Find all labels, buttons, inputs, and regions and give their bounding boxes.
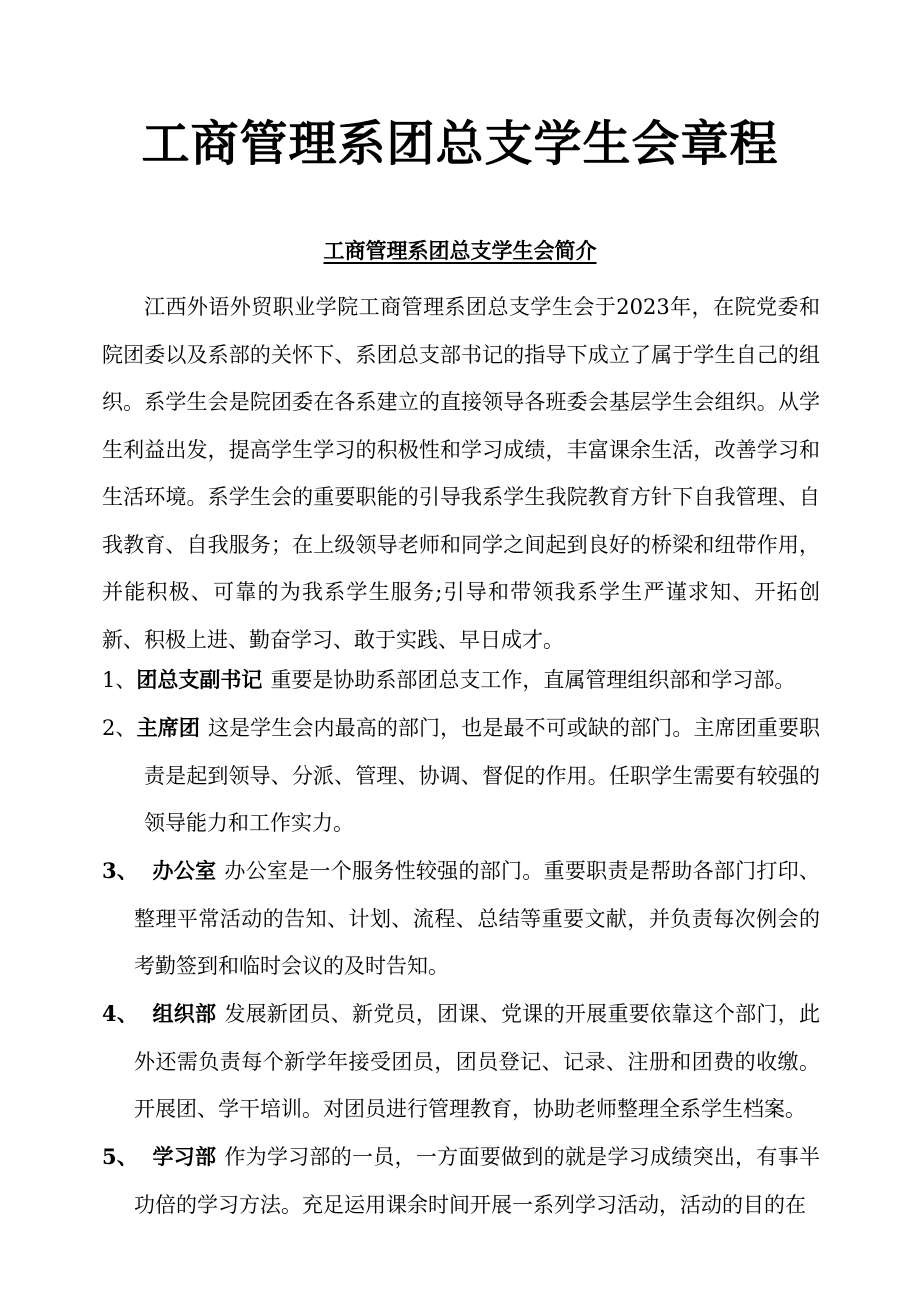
list-item (102, 704, 820, 848)
item-heading: 主席团 (136, 715, 200, 740)
item-number: 2、 (102, 716, 137, 740)
item-number: 5、 (102, 1144, 139, 1169)
item-heading: 组织部 (152, 1001, 217, 1026)
item-heading: 团总支副书记 (136, 667, 263, 692)
list-item (102, 847, 820, 991)
item-text: 办公室是一个服务性较强的部门。重要职责是帮助各部门打印、整理平常活动的告知、计划、流程、总结等重要文献，并负责每次例会的考勤签到和临时会议的及时告知。 (134, 859, 820, 978)
item-text: 发展新团员、新党员，团课、党课的开展重要依靠这个部门，此外还需负责每个新学年接受团员，团员登记、记录、注册和团费的收缴。开展团、学干培训。对团员进行管理教育，协助老师整理全系学生档案。 (134, 1002, 820, 1121)
item-number: 4、 (102, 1001, 139, 1026)
section-title-text: 工商管理系团总支学生会简介 (323, 238, 597, 263)
item-heading: 办公室 (152, 858, 217, 883)
item-text: 重要是协助系部团总支工作，直属管理组织部和学习部。 (270, 668, 796, 692)
section-title (0, 236, 920, 266)
list-item (102, 656, 820, 705)
item-heading: 学习部 (152, 1144, 217, 1169)
item-number: 3、 (102, 858, 139, 883)
list-item (102, 1133, 820, 1229)
document-title: 工商管理系团总支学生会章程 (141, 116, 779, 172)
item-text: 作为学习部的一员，一方面要做到的就是学习成绩突出，有事半功倍的学习方法。充足运用课余时间开展一系列学习活动，活动的目的在 (134, 1145, 820, 1217)
item-text: 这是学生会内最高的部门，也是最不可或缺的部门。主席团重要职责是起到领导、分派、管理、协调、督促的作用。任职学生需要有较强的领导能力和工作实力。 (144, 716, 821, 835)
list-item (102, 990, 820, 1134)
intro-paragraph: 江西外语外贸职业学院工商管理系团总支学生会于2023年，在院党委和院团委以及系部的关怀下、系团总支部书记的指导下成立了属于学生自己的组织。系学生会是院团委在各系建立的直接领导各班委会基层学生会组织。从学生利益出发，提高学生学习的积极性和学习成绩，丰富课余生活，改善学习和生活环境。系学生会的重要职能的引导我系学生我院教育方针下自我管理、自我教育、自我服务；在上级领导老师和同学之间起到良好的桥梁和纽带作用，并能积极、可靠的为我系学生服务;引导和带领我系学生严谨求知、开拓创新、积极上进、勤奋学习、敢于实践、早日成才。 (102, 295, 820, 652)
item-number: 1、 (102, 668, 137, 692)
